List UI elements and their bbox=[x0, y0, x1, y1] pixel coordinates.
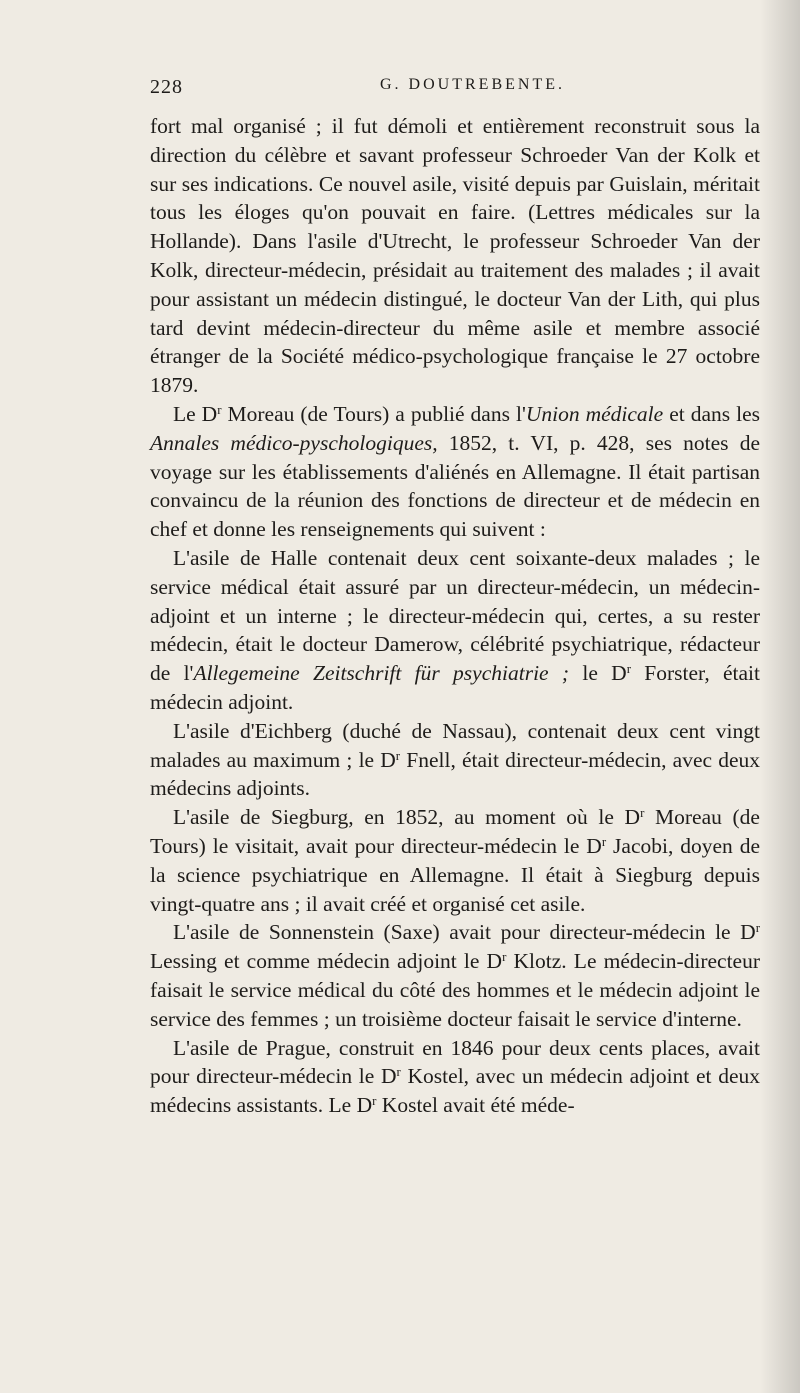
superscript: r bbox=[755, 921, 760, 936]
superscript: r bbox=[395, 748, 401, 763]
text-run: L'asile de Siegburg, en 1852, au moment où le D bbox=[173, 805, 641, 830]
page-number: 228 bbox=[150, 76, 183, 98]
body-text bbox=[150, 112, 760, 1120]
superscript: r bbox=[601, 834, 607, 849]
text-run: Kostel, avec un médecin adjoint et deux médecins assistants. Le D bbox=[150, 1064, 761, 1118]
text-run: 1852, t. VI, p. 428, ses notes de voyage sur les établissements d'aliénés en Allemagne. Il était partisan convaincu de la réunion des fonctions de directeur et de médecin en chef et donne les renseignements qui suivent : bbox=[150, 430, 760, 542]
superscript: r bbox=[396, 1065, 401, 1080]
journal-title: Annales médico-pyschologiques, bbox=[150, 430, 438, 455]
text-run: Le D bbox=[173, 401, 218, 426]
page-edge-shadow bbox=[760, 0, 800, 1393]
page-header bbox=[150, 76, 760, 102]
text-run: Kostel avait été méde- bbox=[376, 1093, 575, 1118]
superscript: r bbox=[640, 806, 645, 821]
text-run: L'asile de Prague, construit en 1846 pour deux cents places, avait pour directeur-médecin le D bbox=[150, 1035, 760, 1089]
text-run: Forster, était médecin adjoint. bbox=[150, 661, 761, 714]
paragraph bbox=[150, 803, 760, 918]
text-run: L'asile de Sonnenstein (Saxe) avait pour directeur-médecin le D bbox=[173, 920, 756, 945]
superscript: r bbox=[217, 402, 222, 417]
paragraph bbox=[150, 717, 760, 803]
text-run: Moreau (de Tours) le visitait, avait pour directeur-médecin le D bbox=[150, 805, 760, 858]
journal-title: Allegemeine Zeitschrift für psychiatrie ; bbox=[193, 661, 570, 686]
superscript: r bbox=[502, 950, 507, 965]
superscript: r bbox=[372, 1094, 377, 1108]
text-run: L'asile d'Eichberg (duché de Nassau), contenait deux cent vingt malades au maximum ; le D bbox=[150, 718, 760, 772]
text-run: Lessing et comme médecin adjoint le D bbox=[150, 949, 503, 974]
text-run: Jacobi, doyen de la science psychiatrique en Allemagne. Il était à Siegburg depuis vingt-quatre ans ; il avait créé et organisé cet asile. bbox=[150, 833, 761, 916]
paragraph bbox=[150, 400, 760, 544]
text-run: Moreau (de Tours) a publié dans l' bbox=[221, 401, 526, 426]
paragraph-text: fort mal organisé ; il fut démoli et entièrement reconstruit sous la direction du célèbre et savant professeur Schroeder Van der Kolk et sur ses indications. Ce nouvel asile, visité depuis par Guislain, méritait tous les éloges qu'on pouvait en faire. (Lettres médicales sur la Hollande). Dans l'asile d'Utrecht, le professeur Schroeder Van der Kolk, directeur-médecin, présidait au traitement des malades ; il avait pour assistant un médecin distingué, le docteur Van der Lith, qui plus tard devint médecin-directeur du même asile et membre associé étranger de la Société médico-psychologique française le 27 octobre 1879. bbox=[150, 114, 760, 398]
text-run: Fnell, était directeur-médecin, avec deux médecins adjoints. bbox=[150, 747, 760, 801]
text-run: Klotz. Le médecin-directeur faisait le service médical du côté des hommes et le médecin adjoint le service des femmes ; un troisième docteur faisait le service d'interne. bbox=[150, 949, 760, 1031]
paragraph bbox=[150, 544, 760, 717]
running-title: G. DOUTREBENTE. bbox=[380, 76, 565, 93]
superscript: r bbox=[626, 662, 631, 677]
text-run: L'asile de Halle contenait deux cent soixante-deux malades ; le service médical était assuré par un directeur-médecin, un médecin-adjoint et un interne ; le directeur-médecin qui, certes, a su rester médecin, était le docteur Damerow, célébrité psychiatrique, rédacteur de l' bbox=[150, 545, 760, 686]
journal-title: Union médicale bbox=[525, 401, 664, 426]
text-run: et dans les bbox=[663, 401, 761, 426]
paragraph bbox=[150, 918, 760, 1033]
paragraph bbox=[150, 112, 760, 400]
text-run: le D bbox=[569, 661, 627, 686]
paragraph bbox=[150, 1034, 760, 1120]
